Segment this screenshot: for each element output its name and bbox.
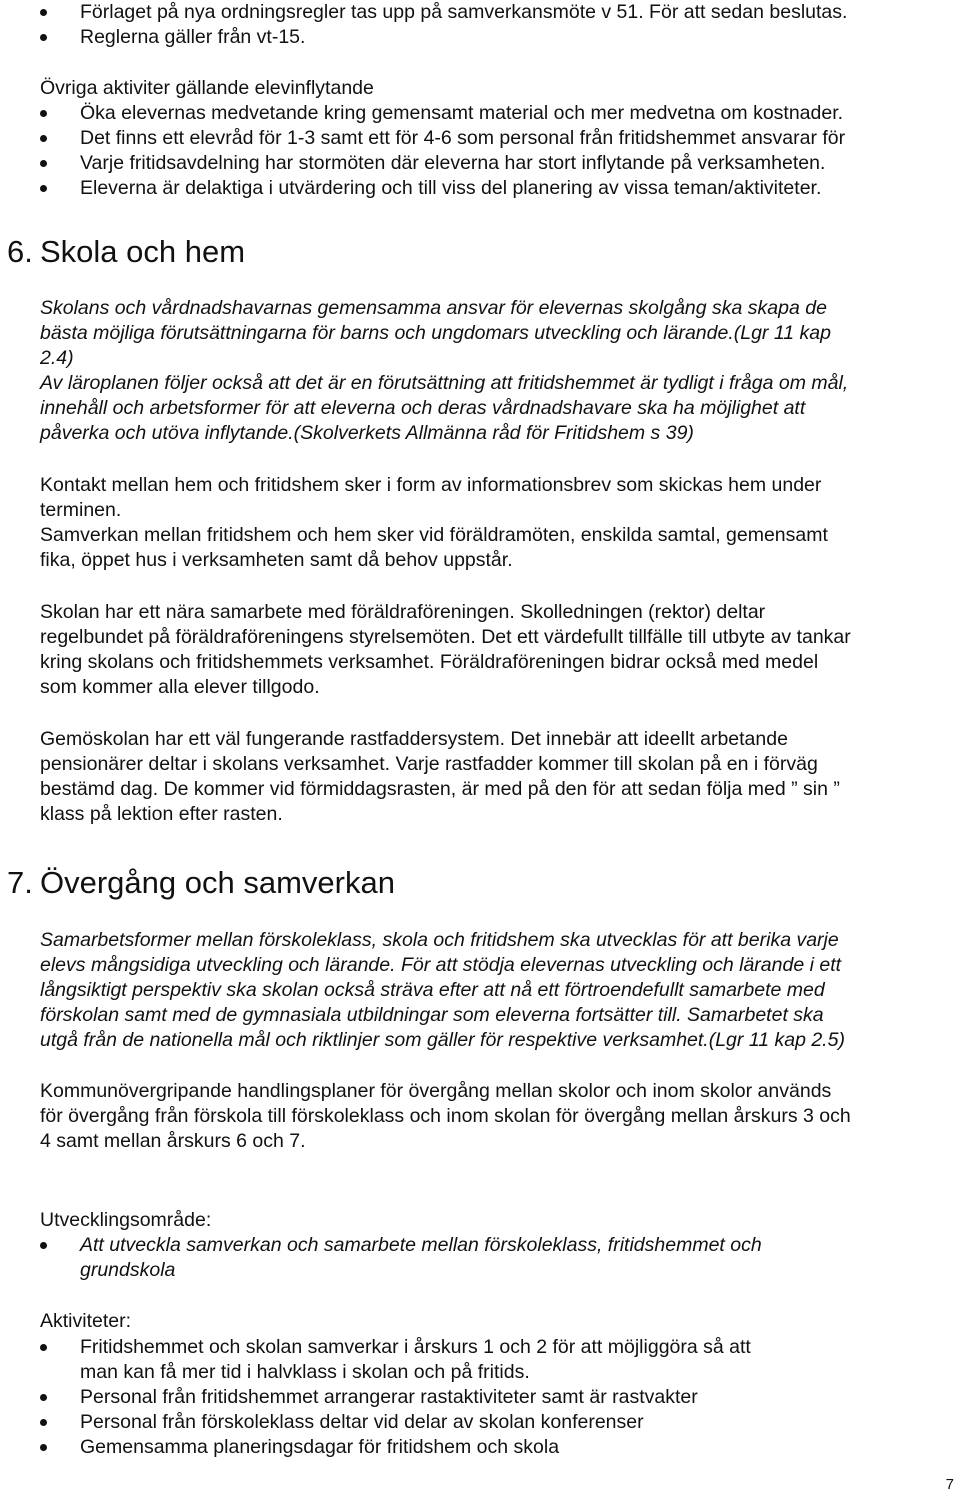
list-item: Reglerna gäller från vt-15. (0, 25, 960, 50)
list-item: Eleverna är delaktiga i utvärdering och till viss del planering av vissa teman/aktiviteter. (0, 176, 960, 201)
section-6-heading (0, 234, 960, 270)
section-6-quote: Skolans och vårdnadshavarnas gemensamma ansvar för elevernas skolgång ska skapa de bästa möjliga förutsättningarna för barns och ungdomars utveckling och lärande.(Lgr 11 kap 2.4) Av läroplanen följer också att det är en förutsättning att fritidshemmet är tydligt i fråga om mål, innehåll och arbetsformer för att eleverna och deras vårdnadshavare ska ha möjlighet att påverka och utöva inflytande.(Skolverkets Allmänna råd för Fritidshem s 39) (40, 297, 849, 444)
development-area-list (0, 1233, 960, 1283)
section-6-paragraph-3: Gemöskolan har ett väl fungerande rastfaddersystem. Det innebär att ideellt arbetande pensionärer deltar i skolans verksamhet. Varje rastfadder kommer till skolan på en i förväg bestämd dag. De kommer vid förmiddagsrasten, är med på den för att sedan följa med ” sin ” klass på lektion efter rasten. (40, 728, 840, 825)
list-item: Att utveckla samverkan och samarbete mellan förskoleklass, fritidshemmet och grundskola (0, 1233, 960, 1283)
list-item: Personal från fritidshemmet arrangerar rastaktiviteter samt är rastvakter (0, 1385, 960, 1410)
list-item: Förlaget på nya ordningsregler tas upp på samverkansmöte v 51. För att sedan beslutas. (0, 0, 960, 25)
list-item: Personal från förskoleklass deltar vid delar av skolan konferenser (0, 1410, 960, 1435)
section-number: 7. (7, 865, 33, 900)
list-item: Varje fritidsavdelning har stormöten där eleverna har stort inflytande på verksamheten. (0, 151, 960, 176)
bullet-icon (40, 1419, 47, 1426)
section-6-paragraph-1: Kontakt mellan hem och fritidshem sker i form av informationsbrev som skickas hem under terminen. Samverkan mellan fritidshem och hem sker vid föräldramöten, enskilda samtal, gemensamt fika, öppet hus i verksamheten samt då behov uppstår. (40, 474, 828, 571)
bullet-icon (40, 160, 47, 167)
list-item: Gemensamma planeringsdagar för fritidshem och skola (0, 1435, 960, 1460)
bullet-icon (40, 110, 47, 117)
section-title: Övergång och samverkan (40, 865, 395, 900)
other-activities-block (0, 76, 960, 201)
bullet-icon (40, 185, 47, 192)
page-number: 7 (945, 1476, 954, 1493)
section-7-paragraph-1: Kommunövergripande handlingsplaner för övergång mellan skolor och inom skolor används för övergång från förskola till förskoleklass och inom skolan för övergång mellan årskurs 3 och 4 samt mellan årskurs 6 och 7. (40, 1080, 851, 1152)
top-bullet-list (0, 0, 960, 50)
activities-list (0, 1335, 960, 1460)
list-item: Öka elevernas medvetande kring gemensamt material och mer medvetna om kostnader. (0, 101, 960, 126)
development-area-heading: Utvecklingsområde: (40, 1209, 212, 1231)
section-7-quote: Samarbetsformer mellan förskoleklass, skola och fritidshem ska utvecklas för att berika varje elevs mångsidiga utveckling och lärande. För att stödja elevernas utveckling och lärande i ett långsiktigt perspektiv ska skolan också sträva efter att nå ett förtroendefullt samarbete med förskolan samt med de gymnasiala utbildningar som eleverna fortsätter till. Samarbetet ska utgå från de nationella mål och riktlinjer som gäller för respektive verksamhet.(Lgr 11 kap 2.5) (40, 929, 845, 1051)
section-number: 6. (7, 234, 33, 269)
list-item: Fritidshemmet och skolan samverkar i årskurs 1 och 2 för att möjliggöra så att man kan få mer tid i halvklass i skolan och på fritids. (0, 1335, 960, 1385)
bullet-icon (40, 135, 47, 142)
bullet-icon (40, 34, 47, 41)
section-6-paragraph-2: Skolan har ett nära samarbete med föräldraföreningen. Skolledningen (rektor) deltar regelbundet på föräldraföreningens styrelsemöten. Det ett värdefullt tillfälle till utbyte av tankar kring skolans och fritidshemmets verksamhet. Föräldraföreningen bidrar också med medel som kommer alla elever tillgodo. (40, 601, 851, 698)
section-7-heading (0, 865, 960, 901)
bullet-icon (40, 1444, 47, 1451)
other-activities-heading: Övriga aktiviter gällande elevinflytande (40, 77, 374, 99)
activities-heading: Aktiviteter: (40, 1310, 132, 1332)
other-activities-list (0, 101, 960, 201)
bullet-icon (40, 1344, 47, 1351)
bullet-icon (40, 9, 47, 16)
bullet-icon (40, 1242, 47, 1249)
section-title: Skola och hem (40, 234, 246, 269)
list-item: Det finns ett elevråd för 1-3 samt ett för 4-6 som personal från fritidshemmet ansvarar för (0, 126, 960, 151)
bullet-icon (40, 1394, 47, 1401)
